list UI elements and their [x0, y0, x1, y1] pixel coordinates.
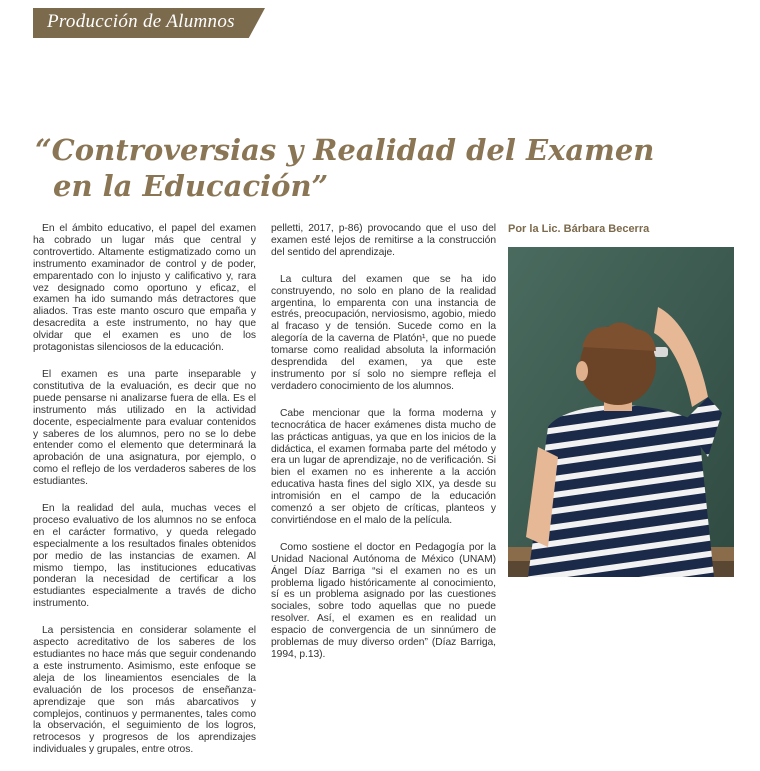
article-title-line-2: en la Educación” — [53, 169, 329, 203]
wristwatch — [654, 347, 668, 357]
paragraph: Cabe mencionar que la forma moderna y tecnocrática de hacer exámenes dista mucho de las prácticas antiguas, ya que en los inicios de la didáctica, el examen formaba parte del método y era un lugar de aprendizaje, no de verificación. Si bien el examen no es inherente a la acción educativa hasta fines del siglo XIX, ya desde su intromisión en el campo de la educación comenzó a ser objeto de críticas, planteos y convirtiéndose en el malo de la película. — [271, 407, 496, 526]
author-byline: Por la Lic. Bárbara Becerra — [508, 223, 650, 235]
photo-illustration — [508, 247, 734, 577]
paragraph: La persistencia en considerar solamente el aspecto acreditativo de los saberes de los estudiantes no hace más que seguir condenando a este instrumento. Asimismo, este enfoque se aleja de los lineamientos esenciales de la evaluación de los procesos de enseñanza-aprendizaje que son más abarcativos y complejos, continuos y permanentes, tales como la observación, el seguimiento de los logros, retrocesos y progresos de los aprendizajes individuales y grupales, entre otros. — [33, 625, 256, 756]
paragraph: El examen es una parte inseparable y constitutiva de la evaluación, es decir que no puede pensarse ni analizarse fuera de ella. Es el instrumento más utilizado en la actividad docente, especialmente para evaluar contenidos y saberes de los alumnos, pero no se lo debe entender como el elemento que determinará la aprobación de una asignatura, por ejemplo, o como el reflejo de los verdaderos saberes de los estudiantes. — [33, 368, 256, 488]
paragraph: La cultura del examen que se ha ido construyendo, no solo en plano de la realidad argentina, lo emparenta con una instancia de estrés, preocupación, nerviosismo, agobio, miedo al fracaso y de tensión. Sucede como en la alegoría de la caverna de Platón¹, que no puede tomarse como realidad absoluta la información desprendida del examen, ya que este instrumento por sí solo no siempre refleja el verdadero conocimiento de los alumnos. — [271, 273, 496, 392]
paragraph: Como sostiene el doctor en Pedagogía por la Unidad Nacional Autónoma de México (UNAM) Ángel Díaz Barriga “si el examen no es un problema ligado históricamente al conocimiento, sí es un problema asignado por las cuestiones sociales, sobre todo aquellas que no puede resolver. Así, el examen es en realidad un espacio de convergencia de un sinnúmero de problemas de muy diverso orden” (Díaz Barriga, 1994, p.13). — [271, 541, 496, 660]
article-column-1 — [33, 223, 256, 771]
article-title — [35, 132, 675, 204]
paragraph: pelletti, 2017, p-86) provocando que el uso del examen esté lejos de remitirse a la construcción del sentido del aprendizaje. — [271, 223, 496, 258]
section-title: Producción de Alumnos — [47, 11, 235, 32]
paragraph: En la realidad del aula, muchas veces el proceso evaluativo de los alumnos no se enfoca en el carácter formativo, y queda relegado especialmente a los resultados finales obtenidos por medio de las instancias de examen. Al mismo tiempo, las instituciones educativas ponderan la necesidad de certificar a los estudiantes especialmente a través de dicho instrumento. — [33, 503, 256, 610]
student-chalkboard-photo — [508, 247, 734, 577]
article-title-line-1: “Controversias y Realidad del Examen — [35, 133, 655, 167]
ear — [576, 361, 588, 381]
shirt — [528, 405, 714, 577]
article-column-2 — [271, 223, 496, 676]
paragraph: En el ámbito educativo, el papel del examen ha cobrado un lugar más que central y controvertido. Altamente estigmatizado como un instrumento examinador de control y de poder, emparentado con lo injusto y calificativo y, rara vez designado como oportuno y eficaz, el examen ha ido sumando más detractores que aliados. Tras este manto oscuro que empaña y desacredita a este instrumento, no hay que olvidar que el examen es uno de los protagonistas silenciosos de la educación. — [33, 223, 256, 354]
